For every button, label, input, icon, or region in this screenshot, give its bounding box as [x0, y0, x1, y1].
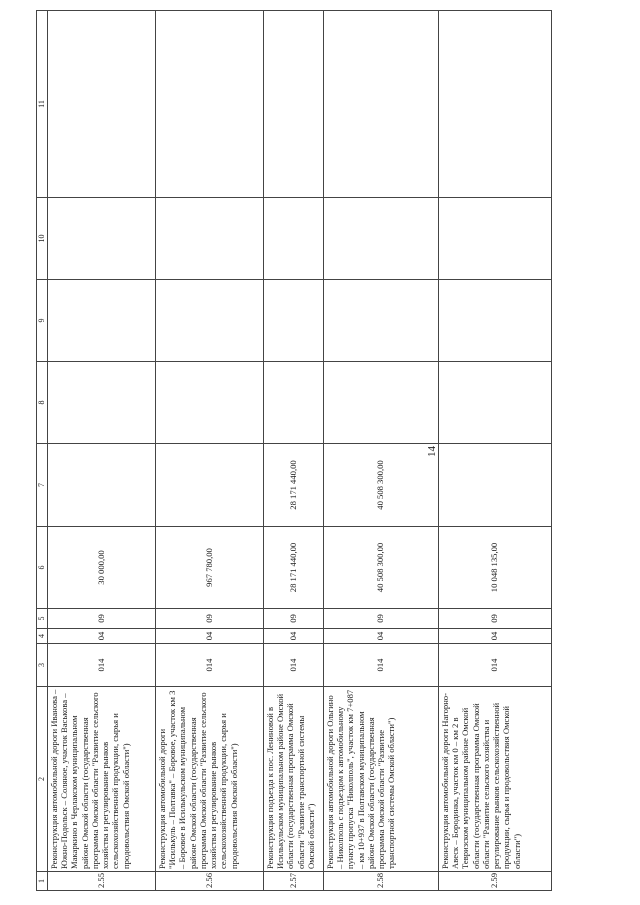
amount-cell [323, 11, 438, 198]
amount-cell: 30 000,00 [47, 527, 155, 609]
code-cell: 014 [155, 644, 263, 687]
amount-cell [47, 280, 155, 362]
header-row [37, 11, 48, 891]
table-row [155, 11, 263, 891]
amount-cell [438, 444, 551, 527]
amount-cell [263, 198, 323, 280]
amount-cell: 10 048 135,00 [438, 527, 551, 609]
object-name: Реконструкция автомобильной дороги Нагорно-Авеск – Бородинка, участок км 0 – км 2 в Тевризском муниципальном районе Омской области (государственная программа Омской области "Развитие сельского хозяйства и регулирование рынков сельскохозяйственной продукции, сырья и продовольствия Омской области") [438, 687, 551, 872]
amount-cell: 28 171 440,00 [263, 444, 323, 527]
code-cell: 014 [323, 644, 438, 687]
amount-cell: 28 171 440,00 [263, 527, 323, 609]
code-cell: 09 [323, 609, 438, 629]
code-cell: 04 [323, 629, 438, 644]
row-number: 2.59 [438, 872, 551, 891]
code-cell: 014 [47, 644, 155, 687]
table-row [323, 11, 438, 891]
amount-cell: 967 780,00 [155, 527, 263, 609]
amount-cell [263, 362, 323, 444]
col-header: 5 [37, 609, 48, 629]
object-name: Реконструкция подъезда к пос. Лениновой в Исилькульском муниципальном районе Омской области (государственная программа Омской области "Развитие транспортной системы Омской области") [263, 687, 323, 872]
object-name: Реконструкция автомобильной дороги Иванова – Южно-Подольск – Соляное, участок Васькова – Макаркино в Черлакском муниципальном районе Омской области (государственная программа Омской области "Развитие сельского хозяйства и регулирование рынков сельскохозяйственной продукции, сырья и продовольствия Омской области") [47, 687, 155, 872]
amount-cell: 40 508 300,00 [323, 527, 438, 609]
object-name: Реконструкция автомобильной дороги Ольгино – Николполь с подъездом к автомобильному пункту пропуска "Николполь", участок км 7+087 – км 10+937 в Полтавском муниципальном районе Омской области (государственная программа Омской области "Развитие транспортной системы Омской области") [323, 687, 438, 872]
page-number: 14 [426, 446, 438, 457]
object-name: Реконструкция автомобильной дороги "Исилькуль – Полтавка" – Боровое, участок км 3 – Боровое в Исилькульском муниципальном районе Омской области (государственная программа Омской области "Развитие сельского хозяйства и регулирование рынков сельскохозяйственной продукции, сырья и продовольствия Омской области") [155, 687, 263, 872]
amount-cell [47, 444, 155, 527]
amount-cell [155, 11, 263, 198]
amount-cell [323, 362, 438, 444]
row-number: 2.58 [323, 872, 438, 891]
code-cell: 04 [47, 629, 155, 644]
amount-cell [47, 11, 155, 198]
col-header: 1 [37, 872, 48, 891]
code-cell: 09 [155, 609, 263, 629]
col-header: 4 [37, 629, 48, 644]
amount-cell [438, 362, 551, 444]
amount-cell [263, 280, 323, 362]
amount-cell [323, 280, 438, 362]
amount-cell: 40 508 300,00 [323, 444, 438, 527]
amount-cell [438, 280, 551, 362]
col-header: 6 [37, 527, 48, 609]
table-row [263, 11, 323, 891]
amount-cell [263, 11, 323, 198]
amount-cell [155, 198, 263, 280]
code-cell: 09 [438, 609, 551, 629]
amount-cell [323, 198, 438, 280]
code-cell: 014 [263, 644, 323, 687]
table-row [47, 11, 155, 891]
code-cell: 014 [438, 644, 551, 687]
row-number: 2.55 [47, 872, 155, 891]
code-cell: 09 [47, 609, 155, 629]
col-header: 9 [37, 280, 48, 362]
col-header: 2 [37, 687, 48, 872]
code-cell: 04 [155, 629, 263, 644]
amount-cell [155, 362, 263, 444]
col-header: 11 [37, 11, 48, 198]
code-cell: 04 [263, 629, 323, 644]
row-number: 2.57 [263, 872, 323, 891]
amount-cell [47, 362, 155, 444]
amount-cell [438, 11, 551, 198]
col-header: 7 [37, 444, 48, 527]
amount-cell [438, 198, 551, 280]
code-cell: 09 [263, 609, 323, 629]
row-number: 2.56 [155, 872, 263, 891]
code-cell: 04 [438, 629, 551, 644]
col-header: 8 [37, 362, 48, 444]
amount-cell [155, 444, 263, 527]
col-header: 10 [37, 198, 48, 280]
table-row [438, 11, 551, 891]
amount-cell [47, 198, 155, 280]
budget-table [36, 10, 552, 891]
amount-cell [155, 280, 263, 362]
col-header: 3 [37, 644, 48, 687]
